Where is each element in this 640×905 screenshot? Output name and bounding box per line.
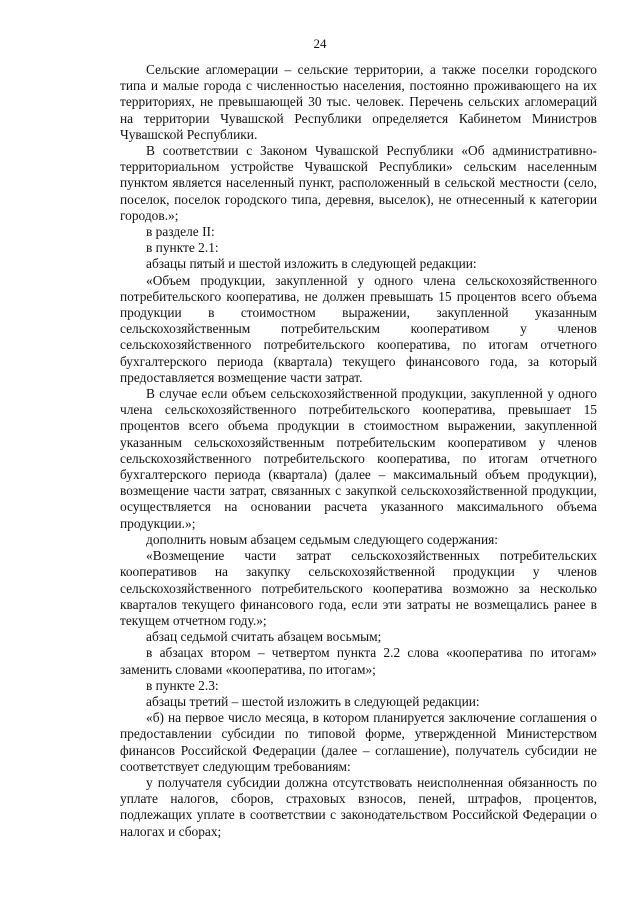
paragraph: Сельские агломерации – сельские территории, а также поселки городского типа и малые города с численностью населения, постоянно проживающего на их территориях, не превышающей 30 тыс. человек. Перечень сельских агломераций на территории Чувашской Республики определяется Кабинетом Министров Чувашской Республики.: [120, 62, 597, 142]
document-body: [120, 62, 597, 840]
paragraph: в пункте 2.3:: [146, 677, 219, 693]
paragraph: у получателя субсидии должна отсутствовать неисполненная обязанность по уплате налогов, сборов, страховых взносов, пеней, штрафов, процентов, подлежащих уплате в соответствии с законодательством Российской Федерации о налогах и сборах;: [120, 774, 597, 839]
paragraph: абзац седьмой считать абзацем восьмым;: [146, 629, 382, 645]
paragraph: «б) на первое число месяца, в котором планируется заключение соглашения о предоставлении субсидии по типовой форме, утвержденной Министерством финансов Российской Федерации (далее – соглашение), получатель субсидии не соответствует следующим требованиям:: [120, 710, 597, 774]
paragraph: «Возмещение части затрат сельскохозяйственных потребительских кооперативов на закупку сельскохозяйственной продукции у членов сельскохозяйственного потребительского кооператива возможно за несколько кварталов текущего финансового года, если эти затраты не возмещались ранее в текущем отчетном году.»;: [120, 548, 597, 628]
page-number: 24: [313, 36, 327, 51]
paragraph: в абзацах втором – четвертом пункта 2.2 слова «кооператива по итогам» заменить словами «кооператива, по итогам»;: [120, 645, 597, 677]
paragraph: «Объем продукции, закупленной у одного члена сельскохозяйственного потребительского кооператива, не должен превышать 15 процентов всего объема продукции в стоимостном выражении, закупленной указанным сельскохозяйственным потребительским кооперативом у членов сельскохозяйственного потребительского кооператива, по итогам отчетного бухгалтерского периода (квартала) текущего финансового года, за который предоставляется возмещение части затрат.: [120, 272, 597, 385]
paragraph: абзацы пятый и шестой изложить в следующей редакции:: [146, 256, 477, 272]
paragraph: абзацы третий – шестой изложить в следующей редакции:: [146, 693, 480, 709]
paragraph: дополнить новым абзацем седьмым следующего содержания:: [146, 531, 498, 547]
paragraph: В соответствии с Законом Чувашской Республики «Об административно-территориальном устройстве Чувашской Республики» сельским населенным пунктом является населенный пункт, расположенный в сельской местности (село, поселок, поселок городского типа, деревня, выселок), не отнесенный к категории городов.»;: [120, 143, 597, 223]
paragraph: в разделе II:: [146, 224, 215, 240]
paragraph: в пункте 2.1:: [146, 240, 219, 256]
paragraph: В случае если объем сельскохозяйственной продукции, закупленной у одного члена сельскохозяйственного потребительского кооператива, превышает 15 процентов всего объема продукции в стоимостном выражении, закупленной указанным сельскохозяйственным потребительским кооперативом у членов сельскохозяйственного потребительского кооператива, по итогам отчетного бухгалтерского периода (квартала) (далее – максимальный объем продукции), возмещение части затрат, связанных с закупкой сельскохозяйственной продукции, осуществляется на основании расчета указанного максимального объема продукции.»;: [120, 386, 597, 531]
